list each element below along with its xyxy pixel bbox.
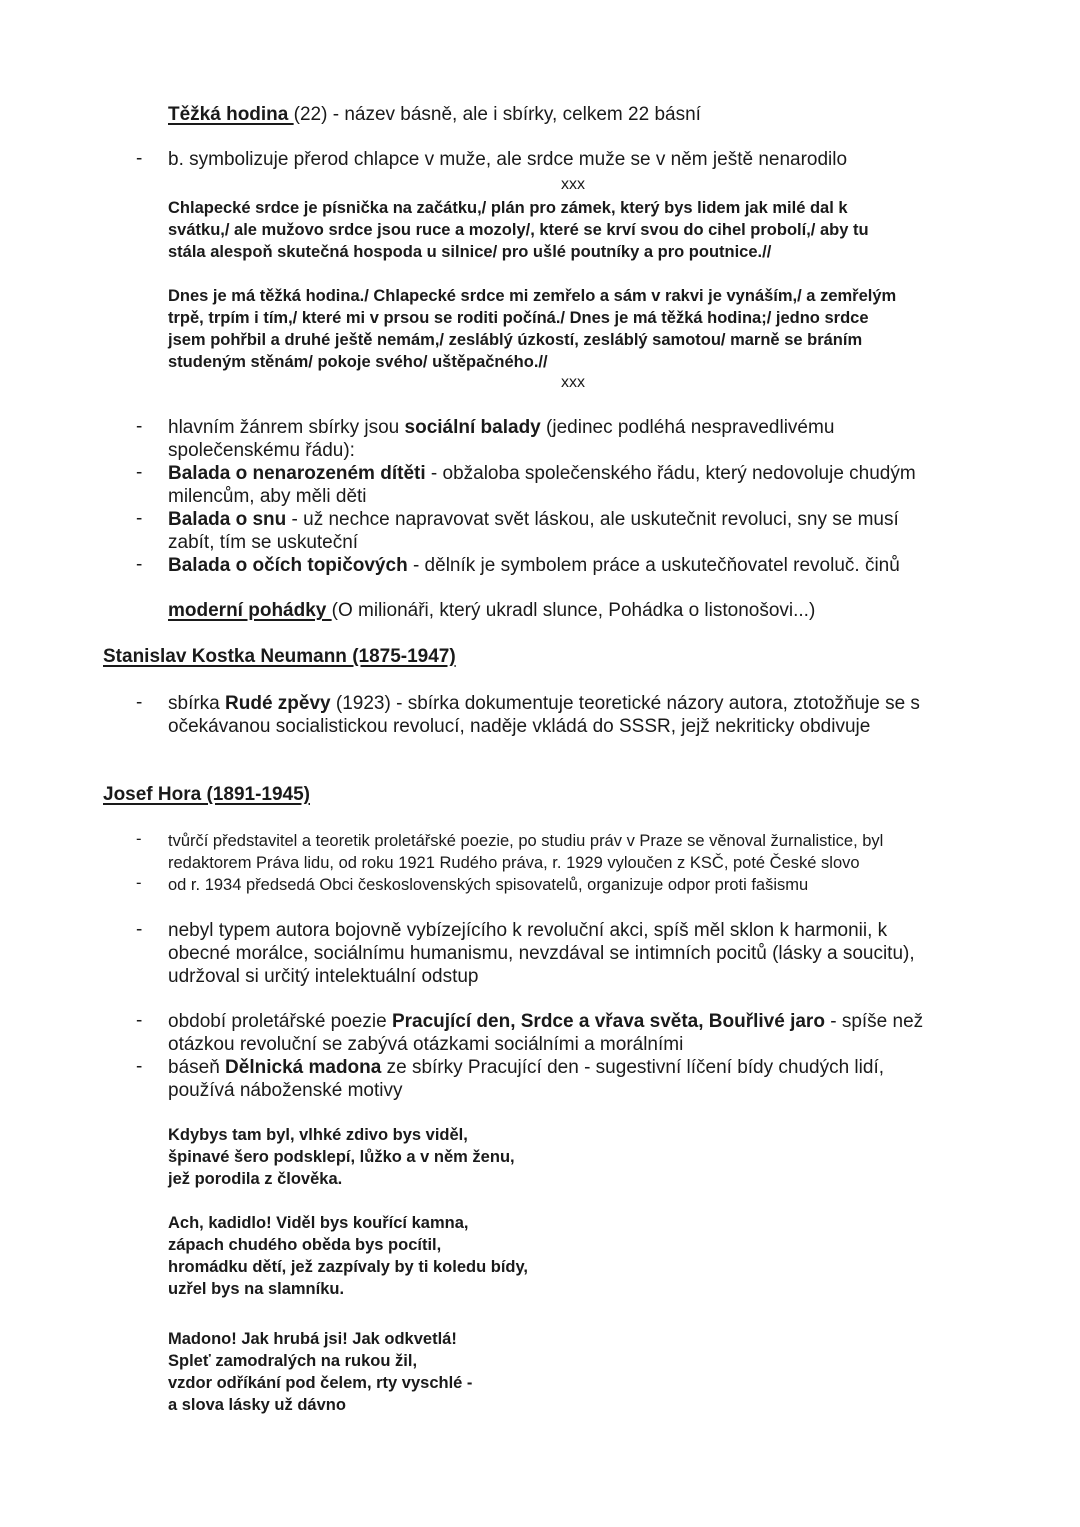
moderni-pohadky-line: moderní pohádky (O milionáři, který ukradl slunce, Pohádka o listonošovi...) [168, 600, 816, 621]
poem-line: jsem pohřbil a druhé ještě nemám,/ zesláblý úzkostí, zesláblý samotou/ marně se bráním [168, 331, 863, 349]
bullet-symbolizuje: b. symbolizuje přerod chlapce v muže, ale srdce muže se v něm ještě nenarodilo [168, 149, 848, 170]
verse-line: Madono! Jak hrubá jsi! Jak odkvetlá! [168, 1330, 457, 1348]
verse-line: Spleť zamodralých na rukou žil, [168, 1352, 418, 1370]
bullet-zanr-cont: společenskému řádu): [168, 440, 355, 461]
bullet-dash: - [136, 508, 143, 529]
bullet-balada-nenarozene-cont: milencům, aby měli děti [168, 486, 367, 507]
verse-line: špinavé šero podsklepí, lůžko a v něm ženu, [168, 1148, 515, 1166]
tezka-hodina-line: Těžká hodina (22) - název básně, ale i sbírky, celkem 22 básní [168, 104, 701, 125]
bullet-obdobi-cont: otázkou revoluční se zabývá otázkami sociálními a morálními [168, 1034, 684, 1055]
bullet-rude-zpevy-cont: očekávanou socialistickou revolucí, naděje vkládá do SSSR, jejž nekriticky obdivuje [168, 716, 871, 737]
verse-line: Kdybys tam byl, vlhké zdivo bys viděl, [168, 1126, 468, 1144]
poem-line: trpě, trpím i tím,/ které mi v prsou se roditi počíná./ Dnes je má těžká hodina;/ jedno srdce [168, 309, 869, 327]
bullet-dash: - [136, 1010, 143, 1031]
bullet-dash: - [136, 416, 143, 437]
poem-line: svátku,/ ale mužovo srdce jsou ruce a mozoly/, které se krví svou do cihel probolí,/ aby tu [168, 221, 869, 239]
verse-line: jež porodila z člověka. [168, 1170, 343, 1188]
bullet-predseda: od r. 1934 předsedá Obci československých spisovatelů, organizuje odpor proti fašismu [168, 876, 809, 894]
verse-line: Ach, kadidlo! Viděl bys kouřící kamna, [168, 1214, 469, 1232]
poem-line: studeným stěnám/ pokoje svého/ uštěpačného.// [168, 353, 548, 371]
bullet-balada-nenarozene: Balada o nenarozeném dítěti - obžaloba společenského řádu, který nedovoluje chudým [168, 463, 916, 484]
bullet-zanr: hlavním žánrem sbírky jsou sociální balady (jedinec podléhá nespravedlivému [168, 417, 835, 438]
bullet-dash: - [136, 462, 143, 483]
bullet-dash: - [136, 554, 143, 575]
poem-line: Chlapecké srdce je písnička na začátku,/ plán pro zámek, který bys lidem jak milé dal k [168, 199, 848, 217]
heading-neumann: Stanislav Kostka Neumann (1875-1947) [103, 646, 456, 667]
bullet-dash: - [136, 692, 143, 713]
poem-line: stála alespoň skutečná hospoda u silnice/ pro ušlé poutníky a pro poutnice.// [168, 243, 772, 261]
bullet-nebyl: nebyl typem autora bojovně vybízejícího k revoluční akci, spíš měl sklon k harmonii, k [168, 920, 888, 941]
moderni-pohadky-title: moderní pohádky [168, 600, 332, 621]
verse-line: hromádku dětí, jež zazpívaly by ti koledu bídy, [168, 1258, 529, 1276]
bullet-nebyl-cont: obecné morálce, sociálnímu humanismu, nevzdával se intimních pocitů (lásky a soucitu), [168, 943, 915, 964]
bullet-basen-cont: používá náboženské motivy [168, 1080, 403, 1101]
bullet-nebyl-cont: udržoval si určitý intelektuální odstup [168, 966, 479, 987]
verse-line: zápach chudého oběda bys pocítil, [168, 1236, 442, 1254]
verse-line: a slova lásky už dávno [168, 1396, 346, 1414]
bullet-dash: - [136, 1056, 143, 1077]
poem-line: Dnes je má těžká hodina./ Chlapecké srdce mi zemřelo a sám v rakvi je vynáším,/ a zemřelým [168, 287, 897, 305]
bullet-balada-snu: Balada o snu - už nechce napravovat svět láskou, ale uskutečnit revoluci, sny se musí [168, 509, 899, 530]
separator-xxx: xxx [561, 374, 585, 391]
separator-xxx: xxx [561, 176, 585, 193]
bullet-dash: - [136, 148, 143, 169]
bullet-rude-zpevy: sbírka Rudé zpěvy (1923) - sbírka dokumentuje teoretické názory autora, ztotožňuje se s [168, 693, 920, 714]
bullet-dash: - [136, 919, 143, 940]
bullet-dash: - [136, 830, 142, 848]
bullet-obdobi: období proletářské poezie Pracující den, Srdce a vřava světa, Bouřlivé jaro - spíše než [168, 1011, 924, 1032]
verse-line: uzřel bys na slamníku. [168, 1280, 345, 1298]
bullet-balada-oci: Balada o očích topičových - dělník je symbolem práce a uskutečňovatel revoluč. činů [168, 555, 900, 576]
tezka-hodina-title: Těžká hodina [168, 104, 294, 125]
bullet-balada-snu-cont: zabít, tím se uskuteční [168, 532, 359, 553]
heading-hora: Josef Hora (1891-1945) [103, 784, 310, 805]
bullet-tvurci: tvůrčí představitel a teoretik proletářské poezie, po studiu práv v Praze se věnoval žurnalistice, byl [168, 832, 884, 850]
bullet-basen: báseň Dělnická madona ze sbírky Pracující den - sugestivní líčení bídy chudých lidí, [168, 1057, 885, 1078]
bullet-tvurci-cont: redaktorem Práva lidu, od roku 1921 Rudého práva, r. 1929 vyloučen z KSČ, poté České slovo [168, 854, 860, 872]
verse-line: vzdor odříkání pod čelem, rty vyschlé - [168, 1374, 473, 1392]
bullet-dash: - [136, 874, 142, 892]
